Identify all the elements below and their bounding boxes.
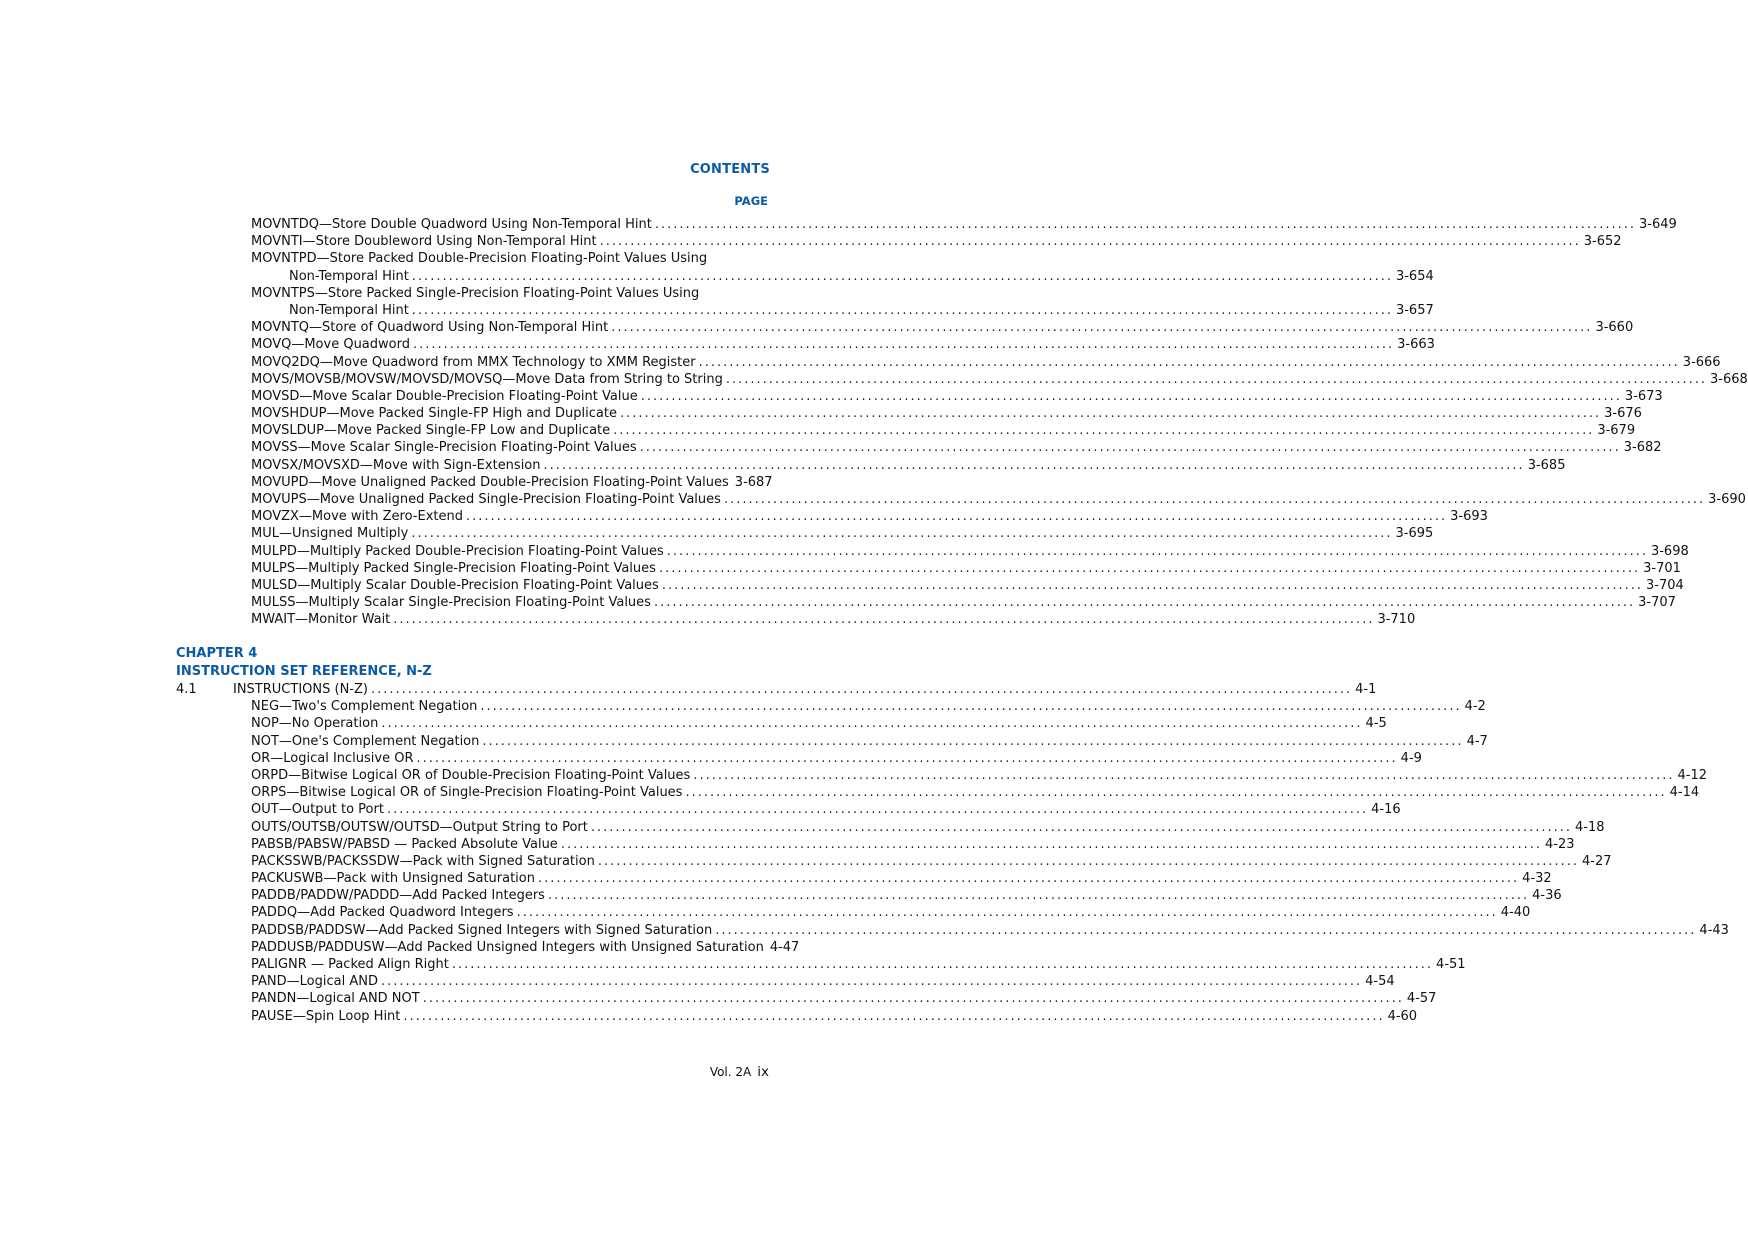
toc-entry-title: MULPD—Multiply Packed Double-Precision Floating-Point Values (251, 543, 664, 559)
toc-entry-title: PABSB/PABSW/PABSD — Packed Absolute Value (251, 836, 558, 852)
toc-entry-page: 4-51 (1436, 957, 1466, 972)
toc-entry[interactable] (176, 990, 1437, 1007)
toc-entry-page: 4-36 (1532, 888, 1562, 904)
toc-entry-page: 3-685 (1527, 457, 1566, 473)
toc-entry-title: ORPS—Bitwise Logical OR of Single-Precision Floating-Point Values (251, 785, 683, 801)
toc-entry[interactable] (176, 422, 1636, 439)
toc-entry-title: MULSD—Multiply Scalar Double-Precision Floating-Point Values (251, 577, 659, 593)
toc-entry[interactable] (176, 922, 1729, 939)
toc-entry[interactable] (176, 525, 1434, 542)
toc-dot-leader: ................................................................................................................................................................ (640, 388, 1622, 404)
toc-entry[interactable] (176, 508, 1488, 525)
toc-dot-leader: ................................................................................................................................................................ (653, 595, 1636, 611)
toc-entry-page: 3-687 (734, 474, 773, 490)
toc-entry[interactable] (176, 698, 1486, 715)
toc-entry[interactable] (176, 474, 773, 491)
toc-entry[interactable] (176, 577, 1684, 594)
toc-dot-leader: ................................................................................................................................................................ (599, 234, 1581, 250)
toc-entry-title: MOVSHDUP—Move Packed Single-FP High and Duplicate (251, 406, 617, 422)
toc-entry-title: Non-Temporal Hint (289, 268, 409, 284)
page-number: ix (757, 1064, 769, 1080)
toc-entry-page: 3-660 (1595, 320, 1634, 336)
toc-entry[interactable] (176, 302, 1434, 319)
toc-entry[interactable] (176, 439, 1662, 456)
toc-dot-leader: ................................................................................................................................................................ (543, 457, 1525, 473)
toc-entry-title: OR—Logical Inclusive OR (251, 750, 414, 766)
toc-entry-title: NEG—Two's Complement Negation (251, 699, 478, 715)
toc-dot-leader: ................................................................................................................................................................ (411, 302, 1393, 318)
toc-entry[interactable] (176, 336, 1435, 353)
toc-entry[interactable] (176, 354, 1721, 371)
toc-entry-page: 4-54 (1365, 974, 1395, 990)
toc-entry-page: 4-43 (1699, 922, 1729, 938)
toc-entry-title: PAND—Logical AND (251, 974, 378, 990)
toc-entry[interactable] (176, 371, 1748, 388)
toc-entry-title: MOVNTPS—Store Packed Single-Precision Floating-Point Values Using (251, 285, 700, 301)
toc-dot-leader: ................................................................................................................................................................ (590, 819, 1573, 835)
toc-entry-page: 3-695 (1395, 526, 1434, 542)
toc-dot-leader: ................................................................................................................................................................ (381, 716, 1363, 732)
toc-entry[interactable] (176, 319, 1634, 336)
toc-entry-page: 3-676 (1604, 406, 1642, 422)
toc-entry-title: MOVQ—Move Quadword (251, 337, 410, 353)
toc-section-number: 4.1 (176, 682, 197, 697)
toc-dot-leader: ................................................................................................................................................................ (411, 526, 1393, 542)
toc-entry-page: 4-18 (1575, 819, 1605, 835)
toc-entry-page: 4-2 (1464, 699, 1486, 715)
toc-dot-leader: ................................................................................................................................................................ (639, 440, 1621, 456)
toc-dot-leader: ................................................................................................................................................................ (386, 802, 1369, 818)
toc-entry-title: MUL—Unsigned Multiply (251, 526, 409, 542)
toc-dot-leader: ................................................................................................................................................................ (693, 767, 1675, 783)
toc-entry-title: PALIGNR — Packed Align Right (251, 957, 449, 972)
toc-entry-title: Non-Temporal Hint (289, 302, 409, 318)
toc-entry-title: MOVNTDQ—Store Double Quadword Using Non-Temporal Hint (251, 217, 652, 232)
toc-dot-leader: ................................................................................................................................................................ (597, 853, 1579, 869)
toc-entry-title: MOVZX—Move with Zero-Extend (251, 509, 463, 525)
toc-entry-page: 3-690 (1708, 492, 1746, 507)
toc-entry[interactable] (176, 268, 1434, 285)
toc-entry-page: 3-654 (1395, 268, 1434, 284)
toc-entry-title: NOT—One's Complement Negation (251, 733, 480, 749)
toc-dot-leader: ................................................................................................................................................................ (723, 492, 1706, 507)
toc-entry-page: 3-649 (1638, 217, 1677, 232)
toc-entry-page: 3-682 (1623, 440, 1662, 456)
toc-dot-leader: ................................................................................................................................................................ (560, 836, 1542, 852)
toc-entry-page: 4-16 (1371, 802, 1401, 818)
toc-entry-page: 4-7 (1466, 733, 1488, 749)
toc-dot-leader: ................................................................................................................................................................ (715, 922, 1697, 938)
toc-entry[interactable] (176, 233, 1622, 250)
toc-section-entry[interactable] (176, 681, 1377, 698)
toc-entry[interactable] (176, 956, 1466, 973)
toc-dot-leader: ................................................................................................................................................................ (654, 217, 1636, 232)
toc-entry-page: 4-32 (1522, 871, 1552, 887)
toc-entry[interactable] (176, 904, 1531, 921)
toc-entry-page: 3-673 (1624, 388, 1663, 404)
page-footer (710, 1064, 769, 1080)
toc-entry-title: MOVQ2DQ—Move Quadword from MMX Technology to XMM Register (251, 354, 696, 370)
toc-entry-page: 4-47 (769, 939, 800, 955)
toc-entry-page: 4-57 (1406, 991, 1437, 1007)
toc-dot-leader: ................................................................................................................................................................ (411, 268, 1393, 284)
toc-entry-title: MOVNTI—Store Doubleword Using Non-Temporal Hint (251, 234, 597, 250)
toc-dot-leader: ................................................................................................................................................................ (538, 871, 1520, 887)
toc-entry[interactable] (176, 733, 1488, 750)
toc-entry-page: 4-1 (1355, 682, 1377, 697)
toc-entry-title: PADDSB/PADDSW—Add Packed Signed Integers with Signed Saturation (251, 922, 713, 938)
toc-entry[interactable] (176, 887, 1562, 904)
toc-entry-title: MOVUPS—Move Unaligned Packed Single-Precision Floating-Point Values (251, 492, 721, 507)
toc-dot-leader: ................................................................................................................................................................ (451, 957, 1434, 972)
toc-dot-leader: ................................................................................................................................................................ (416, 750, 1398, 766)
toc-entry-page: 4-14 (1669, 785, 1700, 801)
toc-dot-leader: ................................................................................................................................................................ (619, 406, 1602, 422)
page-column-label: PAGE (734, 194, 768, 208)
toc-entry-title: PANDN—Logical AND NOT (251, 991, 420, 1007)
toc-entry-title: MOVS/MOVSB/MOVSW/MOVSD/MOVSQ—Move Data from String to String (251, 371, 723, 387)
toc-entry-page: 3-657 (1395, 302, 1434, 318)
toc-entry-title: PADDQ—Add Packed Quadword Integers (251, 905, 514, 921)
chapter-label: CHAPTER 4 (176, 646, 258, 661)
toc-entry-title: ORPD—Bitwise Logical OR of Double-Precision Floating-Point Values (251, 767, 691, 783)
chapter-title: INSTRUCTION SET REFERENCE, N-Z (176, 664, 432, 679)
toc-entry-title: MULSS—Multiply Scalar Single-Precision Floating-Point Values (251, 595, 651, 611)
toc-entry-page: 4-5 (1365, 716, 1387, 732)
toc-entry-title: MOVSX/MOVSXD—Move with Sign-Extension (251, 457, 541, 473)
toc-entry-page: 3-698 (1650, 543, 1689, 559)
toc-entry[interactable] (176, 611, 1416, 628)
toc-entry[interactable] (176, 767, 1708, 784)
toc-dot-leader: ................................................................................................................................................................ (725, 371, 1707, 387)
toc-dot-leader: ................................................................................................................................................................ (516, 905, 1498, 921)
toc-entry-title: PADDUSB/PADDUSW—Add Packed Unsigned Integers with Unsigned Saturation (251, 939, 764, 955)
volume-label: Vol. 2A (709, 1065, 752, 1079)
toc-entry-page: 4-23 (1544, 836, 1575, 852)
toc-dot-leader: ................................................................................................................................................................ (661, 577, 1643, 593)
toc-entry[interactable] (176, 285, 769, 302)
toc-entry[interactable] (176, 819, 1605, 836)
toc-entry-title: MOVUPD—Move Unaligned Packed Double-Precision Floating-Point Values (251, 474, 729, 490)
toc-dot-leader: ................................................................................................................................................................ (370, 682, 1353, 697)
toc-entry-page: 4-9 (1400, 750, 1422, 766)
toc-dot-leader: ................................................................................................................................................................ (547, 888, 1530, 904)
toc-entry-title: MOVSD—Move Scalar Double-Precision Floating-Point Value (251, 388, 638, 404)
toc-entry-page: 3-701 (1643, 560, 1681, 576)
toc-entry[interactable] (176, 491, 1746, 508)
toc-dot-leader: ................................................................................................................................................................ (393, 612, 1375, 628)
toc-entry-title: PACKSSWB/PACKSSDW—Pack with Signed Saturation (251, 853, 595, 869)
toc-entry-page: 3-710 (1377, 612, 1416, 628)
toc-entry[interactable] (176, 216, 1677, 233)
toc-dot-leader: ................................................................................................................................................................ (480, 699, 1462, 715)
toc-dot-leader: ................................................................................................................................................................ (422, 991, 1404, 1007)
toc-entry-title: MULPS—Multiply Packed Single-Precision Floating-Point Values (251, 560, 656, 576)
toc-entry[interactable] (176, 405, 1642, 422)
toc-dot-leader: ................................................................................................................................................................ (482, 733, 1464, 749)
toc-entry-title: MOVSLDUP—Move Packed Single-FP Low and Duplicate (251, 423, 611, 439)
toc-entry-title: MOVNTPD—Store Packed Double-Precision Floating-Point Values Using (251, 251, 708, 267)
toc-dot-leader: ................................................................................................................................................................ (658, 560, 1641, 576)
toc-dot-leader: ................................................................................................................................................................ (613, 423, 1595, 439)
toc-entry-title: PADDB/PADDW/PADDD—Add Packed Integers (251, 888, 545, 904)
toc-dot-leader: ................................................................................................................................................................ (611, 320, 1593, 336)
toc-entry[interactable] (176, 560, 1681, 577)
toc-dot-leader: ................................................................................................................................................................ (412, 337, 1395, 353)
toc-entry-title: INSTRUCTIONS (N-Z) (233, 682, 368, 697)
toc-dot-leader: ................................................................................................................................................................ (403, 1008, 1385, 1024)
toc-list-chapter4 (176, 681, 1729, 1025)
toc-entry[interactable] (176, 750, 1422, 767)
toc-entry[interactable] (176, 388, 1663, 405)
toc-entry-page: 3-704 (1645, 577, 1684, 593)
toc-entry-title: OUTS/OUTSB/OUTSW/OUTSD—Output String to Port (251, 819, 588, 835)
toc-entry-page: 3-679 (1597, 423, 1636, 439)
toc-entry[interactable] (176, 250, 769, 267)
toc-entry[interactable] (176, 836, 1575, 853)
toc-entry-title: MWAIT—Monitor Wait (251, 612, 391, 628)
toc-dot-leader: ................................................................................................................................................................ (380, 974, 1363, 990)
toc-entry[interactable] (176, 801, 1401, 818)
toc-entry[interactable] (176, 1008, 1418, 1025)
toc-entry-page: 4-12 (1677, 767, 1708, 783)
toc-entry[interactable] (176, 973, 1395, 990)
toc-entry-page: 3-666 (1682, 354, 1721, 370)
toc-entry-title: PAUSE—Spin Loop Hint (251, 1008, 401, 1024)
toc-entry-page: 4-60 (1387, 1008, 1418, 1024)
toc-entry-title: OUT—Output to Port (251, 802, 384, 818)
toc-entry-page: 4-27 (1582, 853, 1612, 869)
toc-dot-leader: ................................................................................................................................................................ (698, 354, 1680, 370)
toc-entry[interactable] (176, 853, 1612, 870)
toc-entry-page: 3-693 (1450, 509, 1488, 525)
toc-entry-page: 4-40 (1500, 905, 1531, 921)
toc-entry[interactable] (176, 870, 1552, 887)
toc-entry-page: 3-707 (1638, 595, 1676, 611)
toc-entry-title: MOVNTQ—Store of Quadword Using Non-Temporal Hint (251, 320, 609, 336)
toc-entry-title: PACKUSWB—Pack with Unsigned Saturation (251, 871, 535, 887)
toc-entry[interactable] (176, 715, 1387, 732)
toc-dot-leader: ................................................................................................................................................................ (685, 785, 1667, 801)
toc-entry-page: 3-652 (1583, 234, 1622, 250)
toc-list-chapter3 (176, 216, 1748, 629)
toc-entry-title: MOVSS—Move Scalar Single-Precision Floating-Point Values (251, 440, 637, 456)
toc-dot-leader: ................................................................................................................................................................ (666, 543, 1648, 559)
toc-entry[interactable] (176, 457, 1566, 474)
toc-entry-page: 3-668 (1710, 371, 1748, 387)
toc-entry[interactable] (176, 543, 1689, 560)
toc-entry-title: NOP—No Operation (251, 716, 379, 732)
toc-entry[interactable] (176, 784, 1700, 801)
page-header-contents: CONTENTS (690, 162, 770, 177)
toc-entry-page: 3-663 (1397, 337, 1435, 353)
toc-entry[interactable] (176, 939, 800, 956)
toc-entry[interactable] (176, 594, 1676, 611)
toc-dot-leader: ................................................................................................................................................................ (465, 509, 1448, 525)
